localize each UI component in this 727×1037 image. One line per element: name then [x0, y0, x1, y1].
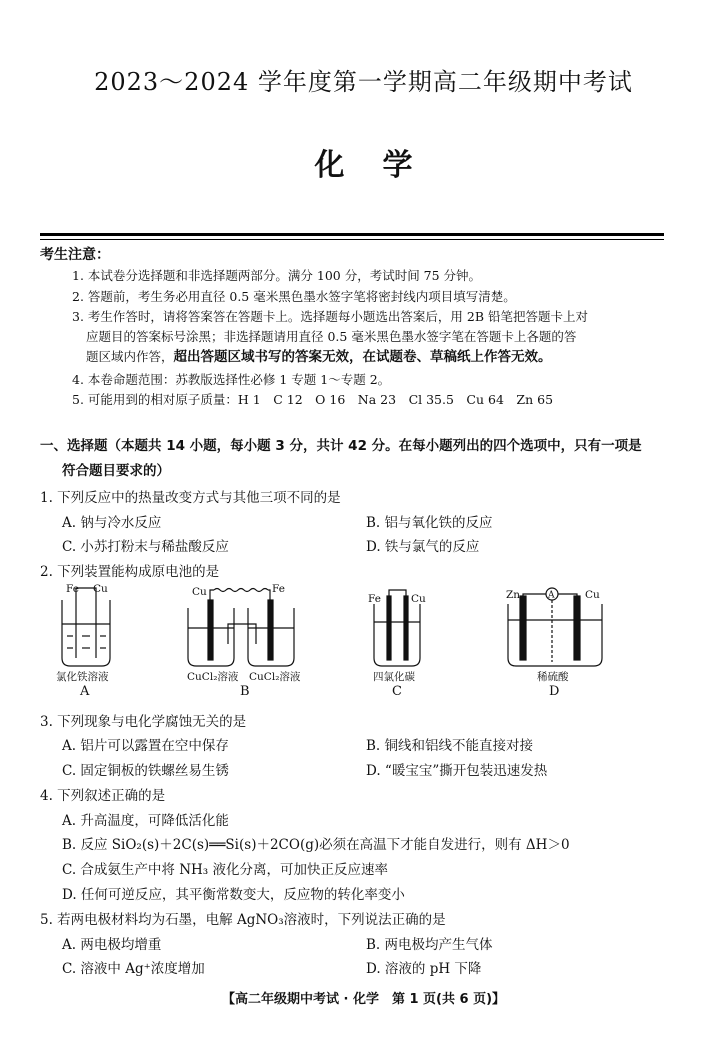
diag-c-fe-label: Fe	[368, 593, 381, 605]
q5-option-b: B. 两电极均产生气体	[366, 937, 493, 953]
diag-d-letter: D	[549, 684, 560, 698]
q4-option-c: C. 合成氨生产中将 NH₃ 液化分离，可加快正反应速率	[62, 862, 389, 878]
q3-option-a: A. 铝片可以露置在空中保存	[62, 738, 229, 754]
diag-b-solution-2: CuCl₂溶液	[249, 671, 301, 683]
diagram-a	[62, 588, 110, 666]
q4-option-b: B. 反应 SiO₂(s)＋2C(s)══Si(s)＋2CO(g)必须在高温下才能自发进行，则有 ΔH＞0	[62, 837, 570, 853]
section-heading-cont: 符合题目要求的）	[62, 463, 170, 479]
notice-item: 5. 可能用到的相对原子质量：H 1 C 12 O 16 Na 23 Cl 35.5 Cu 64 Zn 65	[72, 392, 554, 407]
diag-b-fe-label: Fe	[272, 583, 285, 595]
diag-a-cu-label: Cu	[93, 583, 108, 595]
q5-option-d: D. 溶液的 pH 下降	[366, 961, 482, 977]
q1-option-a: A. 钠与冷水反应	[62, 515, 162, 531]
q1-option-c: C. 小苏打粉末与稀盐酸反应	[62, 539, 229, 555]
notice-item: 1. 本试卷分选择题和非选择题两部分。满分 100 分，考试时间 75 分钟。	[72, 268, 482, 283]
notice-item: 4. 本卷命题范围：苏教版选择性必修 1 专题 1～专题 2。	[72, 372, 391, 387]
diag-d-cu-label: Cu	[585, 589, 600, 601]
notice-item-continued	[86, 345, 552, 365]
q1-option-b: B. 铝与氧化铁的反应	[366, 515, 493, 531]
diag-d-solution: 稀硫酸	[537, 671, 569, 683]
diagram-b	[188, 589, 294, 667]
header-rule-thick	[40, 233, 664, 236]
bold-warning: 超出答题区域书写的答案无效，在试题卷、草稿纸上作答无效。	[173, 349, 552, 365]
page-footer: 【高二年级期中考试 · 化学 第 1 页(共 6 页)】	[221, 992, 506, 1007]
diag-a-letter: A	[80, 684, 90, 698]
diag-d-zn-label: Zn	[506, 589, 521, 601]
diag-c-letter: C	[392, 684, 402, 698]
diag-a-solution: 氯化铁溶液	[56, 671, 109, 683]
diag-b-cu-label: Cu	[192, 586, 207, 598]
question-5-stem: 5. 若两电极材料均为石墨，电解 AgNO₃溶液时，下列说法正确的是	[40, 912, 446, 928]
diag-c-cu-label: Cu	[411, 593, 426, 605]
q3-option-b: B. 铜线和铝线不能直接对接	[366, 738, 534, 754]
diag-b-solution-1: CuCl₂溶液	[187, 671, 239, 683]
exam-title: 2023～2024 学年度第一学期高二年级期中考试	[94, 68, 633, 96]
notice-item: 2. 答题前，考生务必用直径 0.5 毫米黑色墨水签字笔将密封线内项目填写清楚。	[72, 289, 516, 304]
diag-b-letter: B	[240, 684, 250, 698]
q4-option-a: A. 升高温度，可降低活化能	[62, 813, 229, 829]
notice-item-text: 题区域内作答，	[86, 349, 174, 364]
q3-option-d: D. “暖宝宝”撕开包装迅速发热	[366, 763, 548, 779]
q2-diagrams	[0, 578, 727, 698]
notice-item-continued: 应题目的答案标号涂黑；非选择题请用直径 0.5 毫米黑色墨水签字笔在答题卡上各题的答	[86, 329, 577, 344]
q5-option-a: A. 两电极均增重	[62, 937, 162, 953]
q5-option-c: C. 溶液中 Ag⁺浓度增加	[62, 961, 205, 977]
notice-item: 3. 考生作答时，请将答案答在答题卡上。选择题每小题选出答案后，用 2B 铅笔把答题卡上对	[72, 309, 588, 324]
ammeter-icon: A	[548, 590, 555, 601]
diag-c-solution: 四氯化碳	[373, 671, 415, 683]
question-2-stem: 2. 下列装置能构成原电池的是	[40, 564, 220, 580]
subject-title: 化学	[314, 148, 451, 183]
notice-heading: 考生注意：	[40, 247, 110, 263]
section-heading: 一、选择题（本题共 14 小题，每小题 3 分，共计 42 分。在每小题列出的四个选项中，只有一项是	[40, 438, 642, 454]
question-3-stem: 3. 下列现象与电化学腐蚀无关的是	[40, 714, 247, 730]
header-rule-thin	[40, 239, 664, 240]
question-4-stem: 4. 下列叙述正确的是	[40, 788, 166, 804]
question-1-stem: 1. 下列反应中的热量改变方式与其他三项不同的是	[40, 490, 341, 506]
q4-option-d: D. 任何可逆反应，其平衡常数变大，反应物的转化率变小	[62, 887, 405, 903]
q1-option-d: D. 铁与氯气的反应	[366, 539, 480, 555]
q3-option-c: C. 固定铜板的铁螺丝易生锈	[62, 763, 229, 779]
diag-a-fe-label: Fe	[66, 583, 79, 595]
